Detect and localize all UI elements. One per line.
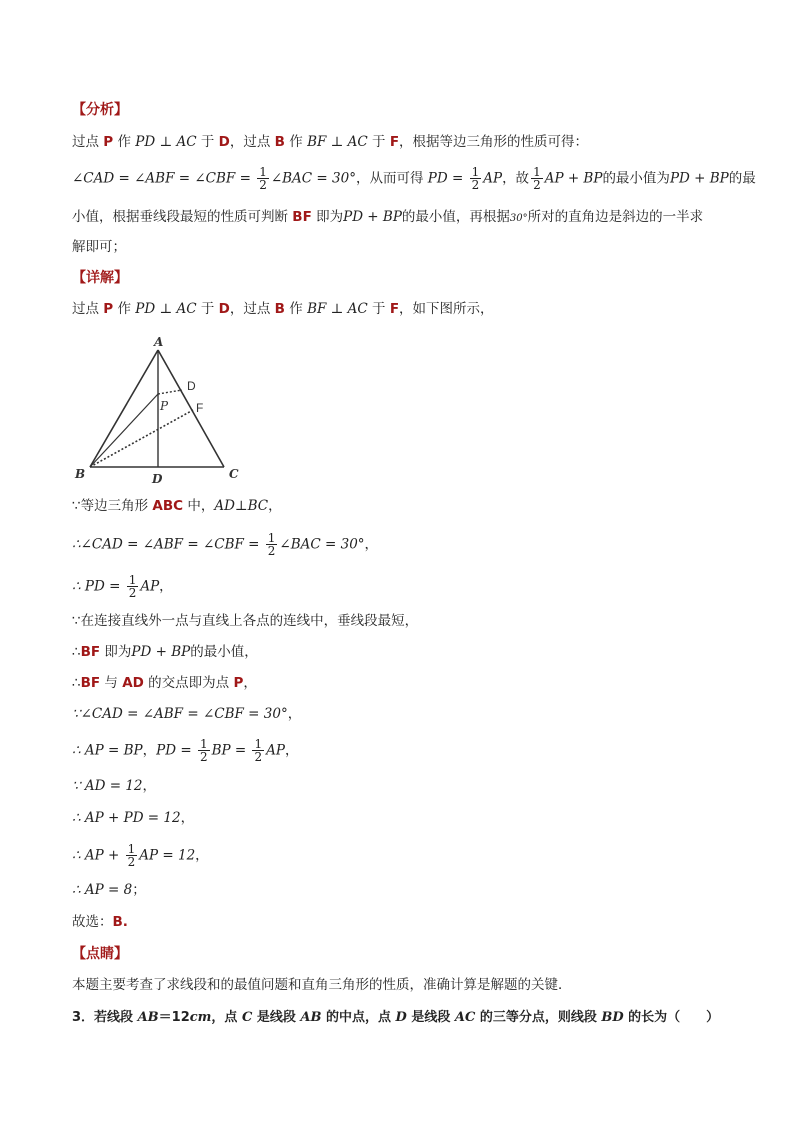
analysis-line-4: 解即可； — [72, 239, 126, 255]
fraction: $\frac{1}{2}$ — [254, 737, 263, 764]
step-5: ∴BF 即为PD + BP的最小值， — [72, 644, 258, 660]
step-9: ∵ AD = 12， — [72, 778, 157, 794]
step-8: ∴ AP = BP，PD = $\frac{1}{2}$ BP = $\frac{1}{2}$ AP， — [72, 737, 299, 764]
fraction: $\frac{1}{2}$ — [199, 737, 208, 764]
analysis-line-2: ∠CAD = ∠ABF = ∠CBF = $\frac{1}{2}$ ∠BAC = 30°，从而可得 PD = $\frac{1}{2}$ AP，故 $\frac{1}{2}$ AP + BP的最小值为PD + BP的最 — [72, 165, 756, 192]
fraction: $\frac{1}{2}$ — [259, 165, 267, 192]
fraction: $\frac{1}{2}$ — [471, 165, 480, 192]
segment-pd — [158, 390, 182, 394]
step-11: ∴ AP + $\frac{1}{2}$ AP = 12， — [72, 842, 209, 869]
side-ab — [90, 350, 158, 467]
triangle-figure — [72, 332, 252, 487]
analysis-line-1: 过点 P 作 PD ⊥ AC 于 D，过点 B 作 BF ⊥ AC 于 F，根据等边三角形的性质可得： — [72, 134, 589, 150]
comment-header: 【点睛】 — [72, 946, 128, 962]
step-10: ∴ AP + PD = 12， — [72, 810, 195, 826]
segment-bf — [90, 410, 193, 467]
label-c: C — [229, 467, 239, 481]
detail-line-1: 过点 P 作 PD ⊥ AC 于 D，过点 B 作 BF ⊥ AC 于 F，如下图所示， — [72, 301, 494, 317]
step-2: ∴∠CAD = ∠ABF = ∠CBF = $\frac{1}{2}$ ∠BAC = 30°， — [72, 531, 379, 558]
step-1: ∵等边三角形 ABC 中，AD⊥BC， — [72, 498, 282, 514]
fraction: $\frac{1}{2}$ — [127, 842, 136, 869]
step-4: ∵在连接直线外一点与直线上各点的连线中，垂线段最短， — [72, 613, 419, 629]
question-3: 3．若线段 AB＝12cm，点 C 是线段 AB 的中点，点 D 是线段 AC 的三等分点，则线段 BD 的长为（ ） — [72, 1010, 720, 1025]
detail-header: 【详解】 — [72, 270, 128, 286]
label-d-bottom: D — [152, 472, 163, 486]
step-7: ∵∠CAD = ∠ABF = ∠CBF = 30°， — [72, 706, 302, 722]
comment-text: 本题主要考查了求线段和的最值问题和直角三角形的性质，准确计算是解题的关键． — [72, 977, 572, 993]
step-12: ∴ AP = 8； — [72, 882, 146, 898]
segment-bp — [90, 394, 158, 467]
label-p: P — [160, 399, 169, 413]
analysis-line-3: 小值，根据垂线段最短的性质可判断 BF 即为PD + BP的最小值，再根据30°所对的直角边是斜边的一半求 — [72, 209, 704, 225]
step-13: 故选：B. — [72, 914, 128, 930]
analysis-header: 【分析】 — [72, 102, 128, 118]
fraction: $\frac{1}{2}$ — [267, 531, 276, 558]
label-f: F — [196, 401, 204, 415]
label-a: A — [154, 335, 164, 349]
step-6: ∴BF 与 AD 的交点即为点 P， — [72, 675, 257, 691]
label-b: B — [75, 467, 86, 481]
fraction: $\frac{1}{2}$ — [533, 165, 541, 192]
step-3: ∴ PD = $\frac{1}{2}$ AP， — [72, 573, 173, 600]
label-d-side: D — [187, 379, 196, 393]
fraction: $\frac{1}{2}$ — [128, 573, 137, 600]
